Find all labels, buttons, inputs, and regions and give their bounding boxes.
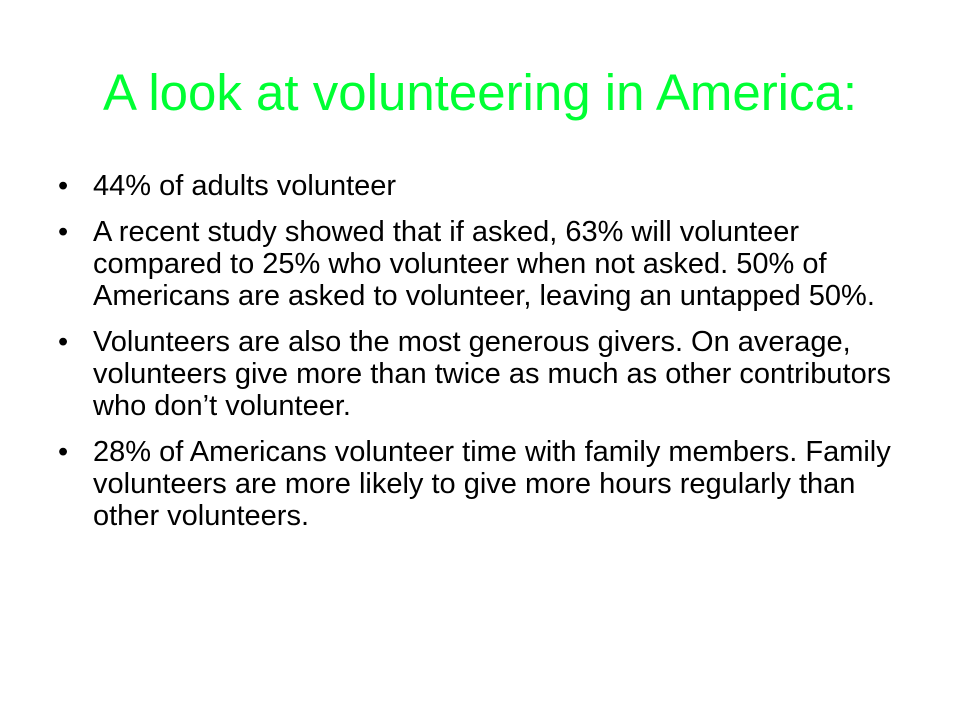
bullet-text: A recent study showed that if asked, 63% will volunteer compared to 25% who volunteer when not asked. 50% of Americans are asked to volunteer, leaving an untapped 50%. [93,216,875,312]
bullet-list [58,170,908,546]
bullet-item [58,216,908,312]
bullet-icon: • [58,170,69,202]
bullet-text: 28% of Americans volunteer time with family members. Family volunteers are more likely to give more hours regularly than other volunteers. [93,436,891,532]
bullet-icon: • [58,216,69,248]
slide-title: A look at volunteering in America: [102,64,858,121]
bullet-item [58,436,908,532]
bullet-icon: • [58,436,69,468]
bullet-text: 44% of adults volunteer [93,170,397,202]
bullet-item [58,170,908,202]
bullet-text: Volunteers are also the most generous givers. On average, volunteers give more than twice as much as other contributors who don’t volunteer. [93,326,891,422]
bullet-item [58,326,908,422]
bullet-icon: • [58,326,69,358]
